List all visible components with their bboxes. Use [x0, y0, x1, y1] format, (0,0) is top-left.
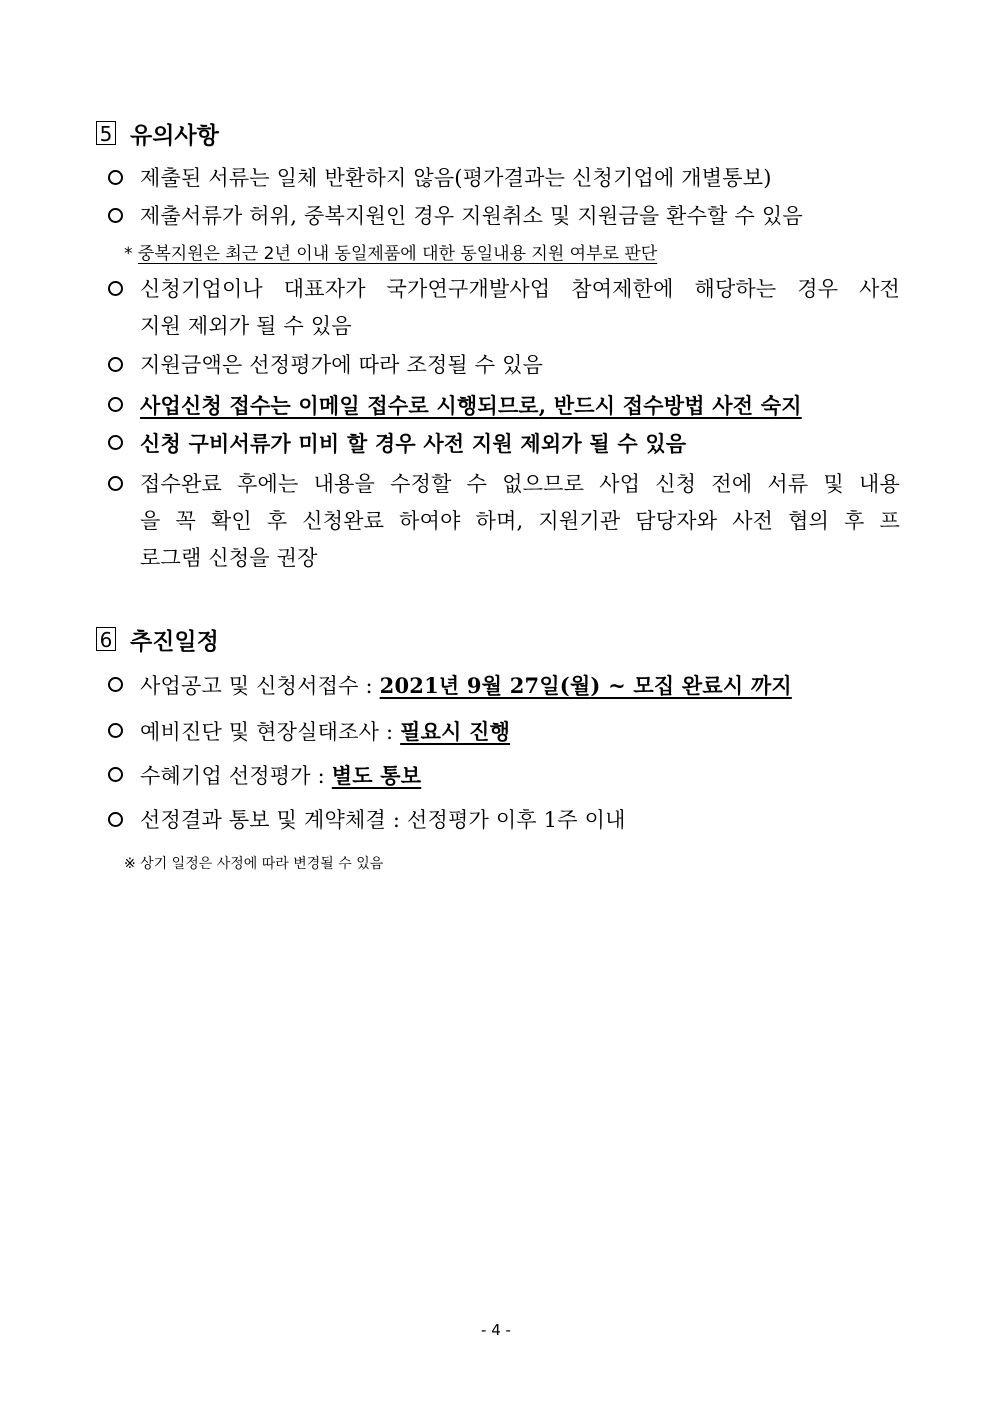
section-5-title: 유의사항	[130, 122, 219, 149]
note-asterisk: *	[124, 244, 133, 264]
schedule-item-2-label: 예비진단 및 현장실태조사 :	[140, 720, 401, 744]
notice-item-7	[108, 466, 900, 577]
notice-item-7-line-2: 을 꼭 확인 후 신청완료 하여야 하며, 지원기관 담당자와 사전 협의 후 프	[140, 509, 900, 533]
circle-bullet-icon	[108, 767, 123, 782]
schedule-item-3-label: 수혜기업 선정평가 :	[140, 764, 332, 788]
schedule-item-4-label: 선정결과 통보 및 계약체결 :	[140, 808, 407, 832]
circle-bullet-icon	[108, 723, 123, 738]
notice-item-6-text: 신청 구비서류가 미비 할 경우 사전 지원 제외가 될 수 있음	[140, 431, 687, 456]
schedule-item-3-value: 별도 통보	[331, 763, 422, 788]
circle-bullet-icon	[108, 357, 123, 372]
schedule-item-3	[108, 757, 900, 795]
notice-item-4	[108, 347, 900, 384]
notice-item-6	[108, 425, 900, 462]
notice-item-7-line-3: 로그램 신청을 권장	[140, 546, 318, 570]
notice-item-1-text: 제출된 서류는 일체 반환하지 않음(평가결과는 신청기업에 개별통보)	[140, 166, 772, 190]
notice-item-3	[108, 271, 900, 345]
circle-bullet-icon	[108, 170, 123, 185]
section-6-header	[96, 622, 219, 656]
section-5-header	[96, 116, 219, 150]
notice-item-3-line-2: 지원 제외가 될 수 있음	[140, 314, 352, 338]
schedule-item-1-label: 사업공고 및 신청서접수 :	[140, 674, 380, 698]
schedule-item-2-value: 필요시 진행	[400, 719, 511, 744]
section-6-title: 추진일정	[130, 628, 219, 655]
circle-bullet-icon	[108, 208, 123, 223]
schedule-item-1	[108, 667, 900, 705]
circle-bullet-icon	[108, 476, 123, 491]
circle-bullet-icon	[108, 812, 123, 827]
notice-item-2	[108, 198, 900, 235]
section-5-number: 5	[96, 121, 116, 145]
circle-bullet-icon	[108, 397, 123, 412]
notice-item-2-text: 제출서류가 허위, 중복지원인 경우 지원취소 및 지원금을 환수할 수 있음	[140, 204, 803, 228]
section-6-number: 6	[96, 627, 116, 651]
schedule-item-4-value: 선정평가 이후 1주 이내	[407, 808, 626, 832]
schedule-item-1-value: 2021년 9월 27일(월) ~ 모집 완료시 까지	[379, 673, 792, 698]
note-text: 중복지원은 최근 2년 이내 동일제품에 대한 동일내용 지원 여부로 판단	[137, 244, 658, 264]
notice-item-3-line-1: 신청기업이나 대표자가 국가연구개발사업 참여제한에 해당하는 경우 사전	[140, 277, 900, 301]
notice-item-5	[108, 387, 900, 424]
schedule-footnote: ※ 상기 일정은 사정에 따라 변경될 수 있음	[124, 856, 384, 872]
notice-item-7-line-1: 접수완료 후에는 내용을 수정할 수 없으므로 사업 신청 전에 서류 및 내용	[140, 472, 900, 496]
circle-bullet-icon	[108, 435, 123, 450]
notice-item-4-text: 지원금액은 선정평가에 따라 조정될 수 있음	[140, 353, 544, 377]
schedule-item-4	[108, 802, 900, 839]
schedule-item-2	[108, 713, 900, 751]
notice-item-5-text: 사업신청 접수는 이메일 접수로 시행되므로, 반드시 접수방법 사전 숙지	[140, 393, 802, 418]
circle-bullet-icon	[108, 281, 123, 296]
circle-bullet-icon	[108, 677, 123, 692]
duplicate-support-note	[124, 241, 657, 267]
notice-item-1	[108, 160, 900, 197]
page-number: - 4 -	[481, 1321, 511, 1339]
